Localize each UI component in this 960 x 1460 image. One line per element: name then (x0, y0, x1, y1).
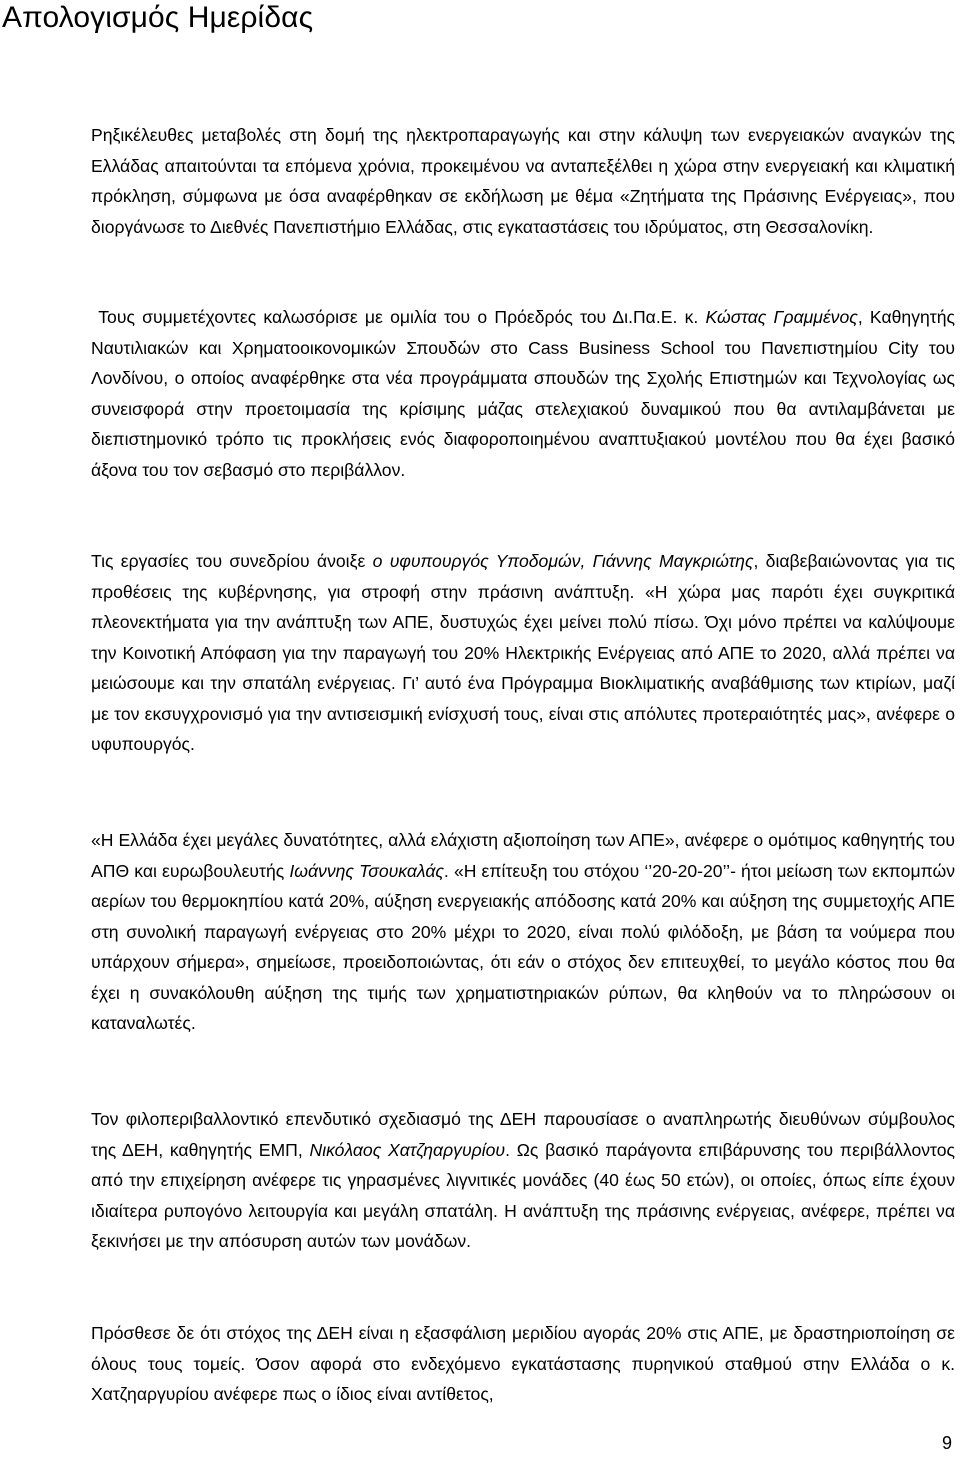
paragraph-text: Τους συμμετέχοντες καλωσόρισε με ομιλία του ο Πρόεδρός του Δι.Πα.Ε. κ. (98, 307, 706, 327)
page-title: Απολογισμός Ημερίδας (2, 1, 314, 34)
paragraph-mep (91, 825, 955, 1039)
speaker-name: Ιωάννης Τσουκαλάς (289, 860, 444, 881)
paragraph-dei (91, 1104, 955, 1257)
paragraph-welcome (91, 302, 955, 485)
paragraph-text: «Η Ελλάδα έχει μεγάλες δυνατότητες, αλλά ελάχιστη αξιοποίηση των ΑΠΕ», ανέφερε ο ομότιμος καθηγητής του ΑΠΘ και ευρωβουλευτής (91, 830, 955, 881)
paragraph-intro (91, 120, 955, 242)
paragraph-text: . «Η επίτευξη του στόχου ‘’20-20-20’’- ήτοι μείωση των εκπομπών αερίων του θερμοκηπίου κατά 20%, αύξηση ενεργειακής απόδοσης κατά 20% και αύξηση της συμμετοχής ΑΠΕ στη συνολική παραγωγή ενέργειας στο 20% μέχρι το 2020, είναι πολύ φιλόδοξη, με βάση τα νούμερα που υπάρχουν σήμερα», σημείωσε, προειδοποιώντας, ότι εάν ο στόχος δεν επιτευχθεί, το μεγάλο κόστος που θα έχει η συνακόλουθη αύξηση της τιμής των χρηματιστηριακών ρύπων, θα κληθούν να το πληρώσουν οι καταναλωτές. (91, 860, 956, 1033)
paragraph-deputy-minister (91, 546, 955, 760)
speaker-name: Κώστας Γραμμένος (705, 307, 858, 327)
paragraph-text: , Καθηγητής Ναυτιλιακών και Χρηματοοικονομικών Σπουδών στο Cass Business School του Πανεπιστημίου City του Λονδίνου, ο οποίος αναφέρθηκε στα νέα προγράμματα σπουδών της Σχολής Επιστημών και Τεχνολογίας ως συνεισφορά στην προετοιμασία της κρίσιμης μάζας στελεχιακού δυναμικού που θα αντιλαμβάνεται με διεπιστημονικό τρόπο τις προκλήσεις ενός διαφοροποιημένου αναπτυξιακού μοντέλου που θα έχει βασικό άξονα του τον σεβασμό στο περιβάλλον. (91, 307, 955, 480)
paragraph-text: Τον φιλοπεριβαλλοντικό επενδυτικό σχεδιασμό της ΔΕΗ παρουσίασε ο αναπληρωτής διευθύνων σύμβουλος της ΔΕΗ, καθηγητής ΕΜΠ, (91, 1109, 955, 1160)
paragraph-text: , διαβεβαιώνοντας για τις προθέσεις της κυβέρνησης, για στροφή στην πράσινη ανάπτυξη. «Η χώρα μας παρότι έχει συγκριτικά πλεονεκτήματα για την ανάπτυξη των ΑΠΕ, δυστυχώς έχει μείνει πολύ πίσω. Όχι μόνο πρέπει να καλύψουμε την Κοινοτική Απόφαση για την παραγωγή του 20% Ηλεκτρικής Ενέργειας από ΑΠΕ το 2020, αλλά πρέπει να μειώσουμε και την σπατάλη ενέργειας. Γι’ αυτό ένα Πρόγραμμα Βιοκλιματικής αναβάθμισης των κτιρίων, μαζί με τον εκσυγχρονισμό για την αντισεισμική ενίσχυσή τους, είναι στις απόλυτες προτεραιότητές μας», ανέφερε ο υφυπουργός. (91, 551, 955, 754)
speaker-name: ο υφυπουργός Υποδομών, Γιάννης Μαγκριώτης (372, 551, 754, 571)
page-number: 9 (941, 1433, 952, 1453)
paragraph-text: . Ως βασικό παράγοντα επιβάρυνσης του περιβάλλοντος από την επιχείρηση ανέφερε τις γηρασμένες λιγνιτικές μονάδες (40 έως 50 ετών), οι οποίες, όπως είπε έχουν ιδιαίτερα ρυπογόνο λειτουργία και μεγάλη σπατάλη. Η ανάπτυξη της πράσινης ενέργειας, ανέφερε, πρέπει να ξεκινήσει με την απόσυρση αυτών των μονάδων. (91, 1139, 955, 1251)
paragraph-dei-target (91, 1318, 955, 1410)
paragraph-text: Τις εργασίες του συνεδρίου άνοιξε (91, 551, 373, 571)
paragraph-text: Πρόσθεσε δε ότι στόχος της ΔΕΗ είναι η εξασφάλιση μεριδίου αγοράς 20% στις ΑΠΕ, με δραστηριοποίηση σε όλους τους τομείς. Όσον αφορά στο ενδεχόμενο εγκατάστασης πυρηνικού σταθμού στην Ελλάδα ο κ. Χατζηαργυρίου ανέφερε πως ο ίδιος είναι αντίθετος, (91, 1323, 955, 1404)
speaker-name: Νικόλαος Χατζηαργυρίου (309, 1139, 506, 1160)
paragraph-text: Ρηξικέλευθες μεταβολές στη δομή της ηλεκτροπαραγωγής και στην κάλυψη των ενεργειακών αναγκών της Ελλάδας απαιτούνται τα επόμενα χρόνια, προκειμένου να ανταπεξέλθει η χώρα στην ενεργειακή και κλιματική πρόκληση, σύμφωνα με όσα αναφέρθηκαν σε εκδήλωση με θέμα «Ζητήματα της Πράσινης Ενέργειας», που διοργάνωσε το Διεθνές Πανεπιστήμιο Ελλάδας, στις εγκαταστάσεις του ιδρύματος, στη Θεσσαλονίκη. (91, 125, 955, 237)
